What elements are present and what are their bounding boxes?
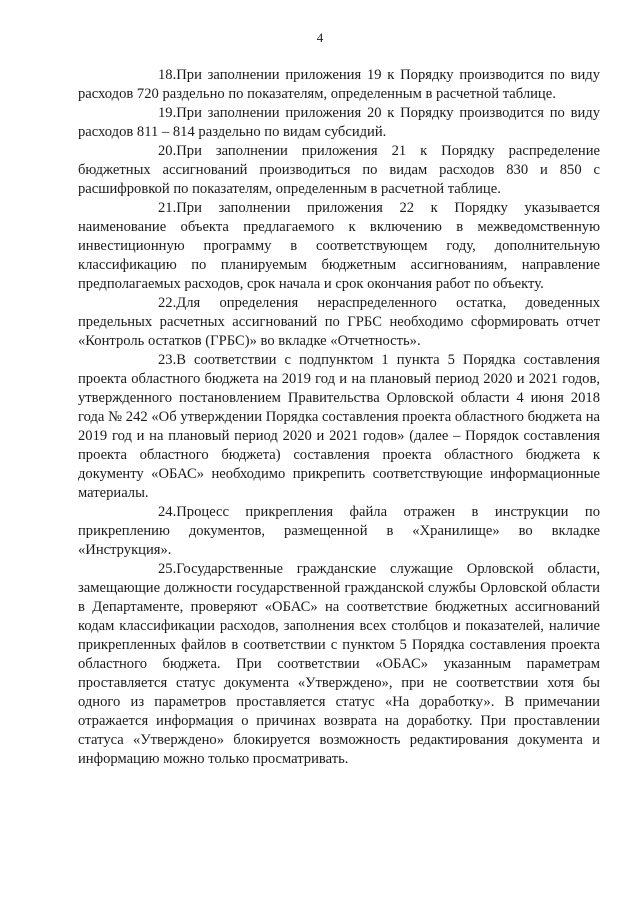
paragraph-number: 24. — [158, 504, 177, 520]
paragraph-text: Государственные гражданские служащие Орловской области, замещающие должности государственной гражданской службы Орловской области в Департаменте, проверяют «ОБАС» на соответствие бюджетных ассигнований кодам классификации расходов, заполнения всех столбцов и показателей, наличие прикрепленных файлов в соответствии с пунктом 5 Порядка составления проекта областного бюджета. При соответствии «ОБАС» указанным параметрам проставляется статус документа «Утверждено», при не соответствии хотя бы одного из параметров проставляется статус «На доработку». В примечании отражается информация о причинах возврата на доработку. При проставлении статуса «Утверждено» блокируется возможность редактирования документа и информацию можно только просматривать. — [78, 561, 600, 767]
paragraph-25 — [78, 560, 600, 769]
paragraph-text: При заполнении приложения 22 к Порядку указывается наименование объекта предлагаемого к включению в межведомственную инвестиционную программу в соответствующем году, дополнительную классификацию по планируемым бюджетным ассигнованиям, направление предполагаемых расходов, срок начала и срок окончания работ по объекту. — [78, 200, 600, 292]
document-body — [78, 66, 600, 769]
paragraph-text: Процесс прикрепления файла отражен в инструкции по прикреплению документов, размещенной в «Хранилище» во вкладке «Инструкция». — [78, 504, 600, 558]
paragraph-text: Для определения нераспределенного остатка, доведенных предельных расчетных ассигнований по ГРБС необходимо сформировать отчет «Контроль остатков (ГРБС)» во вкладке «Отчетность». — [78, 295, 600, 349]
paragraph-text: При заполнении приложения 19 к Порядку производится по виду расходов 720 раздельно по показателям, определенным в расчетной таблице. — [78, 67, 600, 102]
paragraph-number: 21. — [158, 200, 177, 216]
paragraph-number: 25. — [158, 561, 177, 577]
paragraph-number: 23. — [158, 352, 177, 368]
paragraph-text: При заполнении приложения 20 к Порядку производится по виду расходов 811 – 814 раздельно по видам субсидий. — [78, 105, 600, 140]
paragraph-text: При заполнении приложения 21 к Порядку распределение бюджетных ассигнований производиться по видам расходов 830 и 850 с расшифровкой по показателям, определенным в расчетной таблице. — [78, 143, 600, 197]
paragraph-number: 18. — [158, 67, 177, 83]
paragraph-23 — [78, 351, 600, 503]
paragraph-number: 19. — [158, 105, 177, 121]
paragraph-21 — [78, 199, 600, 294]
paragraph-24 — [78, 503, 600, 560]
paragraph-20 — [78, 142, 600, 199]
paragraph-number: 22. — [158, 295, 177, 311]
paragraph-number: 20. — [158, 143, 177, 159]
paragraph-text: В соответствии с подпунктом 1 пункта 5 Порядка составления проекта областного бюджета на 2019 год и на плановый период 2020 и 2021 годов, утвержденного постановлением Правительства Орловской области 4 июня 2018 года № 242 «Об утверждении Порядка составления проекта областного бюджета на 2019 год и на плановый период 2020 и 2021 годов» (далее – Порядок составления проекта областного бюджета) составления проекта областного бюджета к документу «ОБАС» необходимо прикрепить соответствующие информационные материалы. — [78, 352, 600, 501]
paragraph-22 — [78, 294, 600, 351]
paragraph-19 — [78, 104, 600, 142]
page-number: 4 — [316, 30, 324, 45]
paragraph-18 — [78, 66, 600, 104]
